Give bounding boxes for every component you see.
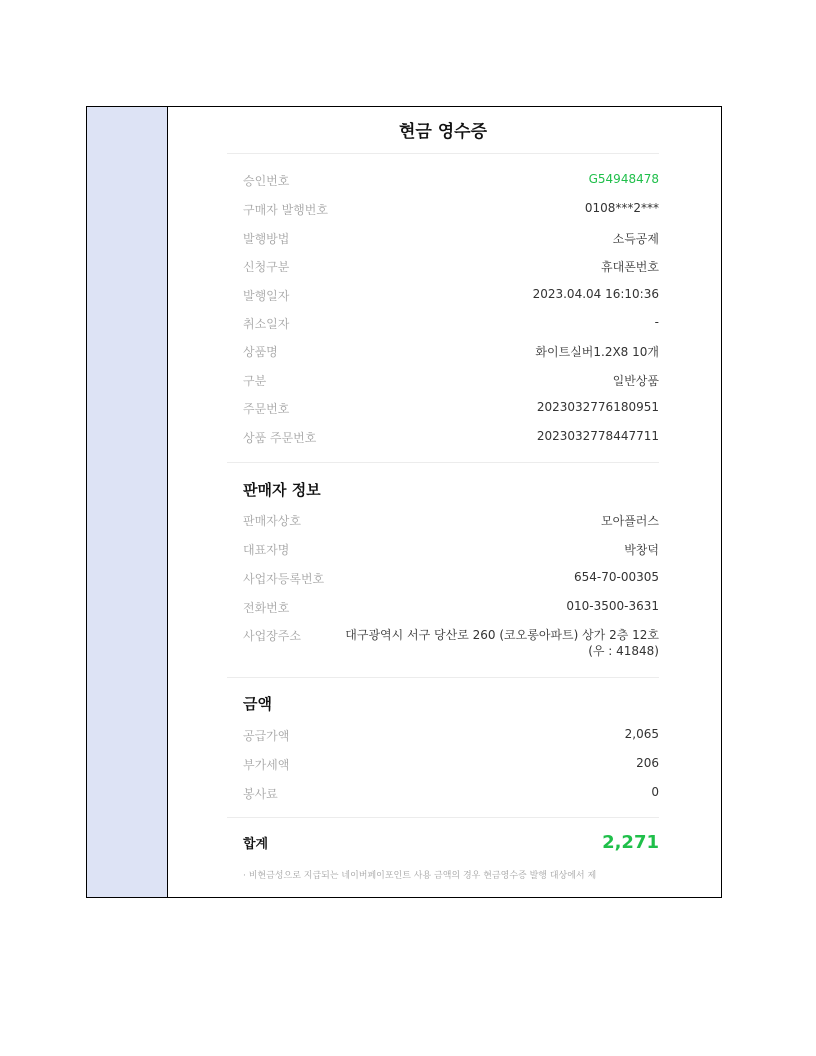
amount-row-supply [243, 727, 659, 745]
amount-label: 공급가액 [243, 729, 290, 743]
seller-row-phone [243, 599, 659, 617]
cash-receipt [227, 107, 659, 897]
detail-value: 화이트실버1.2X8 10개 [535, 345, 659, 359]
detail-row-approval-number [243, 172, 659, 190]
detail-row-cancel-date [243, 315, 659, 333]
detail-label: 상품 주문번호 [243, 431, 317, 445]
seller-label: 대표자명 [243, 543, 290, 557]
detail-row-request-type [243, 258, 659, 276]
total-value: 2,271 [602, 831, 659, 853]
amount-value: 0 [651, 785, 659, 799]
detail-row-order-number [243, 400, 659, 418]
detail-value: 소득공제 [612, 232, 659, 246]
detail-value: 0108***2*** [584, 201, 659, 215]
divider [227, 677, 659, 678]
seller-value: 대구광역시 서구 당산로 260 (코오롱아파트) 상가 2층 12호 (우 : 41848) [345, 628, 659, 658]
seller-value: 박창덕 [624, 543, 659, 557]
detail-row-issue-method [243, 230, 659, 248]
detail-row-product-name [243, 343, 659, 361]
seller-row-address [243, 627, 659, 663]
detail-label: 구매자 발행번호 [243, 203, 328, 217]
detail-value: 2023032776180951 [536, 400, 659, 414]
detail-label: 주문번호 [243, 402, 290, 416]
detail-label: 발행일자 [243, 289, 290, 303]
receipt-title: 현금 영수증 [398, 122, 488, 142]
detail-value: 2023.04.04 16:10:36 [532, 287, 659, 301]
seller-label: 사업장주소 [243, 629, 301, 643]
seller-value: 010-3500-3631 [566, 599, 659, 613]
seller-row-representative [243, 541, 659, 559]
total-label: 합계 [243, 836, 269, 852]
detail-label: 구분 [243, 374, 267, 388]
document-table [86, 106, 722, 898]
detail-row-category [243, 372, 659, 390]
seller-label: 판매자상호 [243, 514, 301, 528]
detail-value: 2023032778447711 [536, 429, 659, 443]
detail-row-buyer-number [243, 201, 659, 219]
seller-value: 모아플러스 [601, 514, 659, 528]
amount-row-vat [243, 756, 659, 774]
detail-row-issue-date [243, 287, 659, 305]
seller-section-title: 판매자 정보 [243, 481, 321, 499]
detail-value: 휴대폰번호 [601, 260, 659, 274]
seller-label: 전화번호 [243, 601, 290, 615]
amount-label: 부가세액 [243, 758, 290, 772]
detail-label: 상품명 [243, 345, 278, 359]
detail-row-product-order-number [243, 429, 659, 447]
seller-row-name [243, 512, 659, 530]
left-column-cell [87, 107, 168, 897]
amount-section-title: 금액 [243, 695, 272, 713]
footnote: · 비현금성으로 지급되는 네이버페이포인트 사용 금액의 경우 현금영수증 발행 대상에서 제 [243, 871, 597, 881]
detail-label: 승인번호 [243, 174, 290, 188]
detail-label: 신청구분 [243, 260, 290, 274]
detail-value: - [654, 315, 659, 329]
divider [227, 462, 659, 463]
amount-value: 2,065 [624, 727, 659, 741]
divider [227, 153, 659, 154]
detail-label: 발행방법 [243, 232, 290, 246]
detail-value: G54948478 [588, 172, 659, 186]
seller-label: 사업자등록번호 [243, 572, 325, 586]
seller-row-business-number [243, 570, 659, 588]
divider [227, 817, 659, 818]
amount-value: 206 [636, 756, 659, 770]
seller-value: 654-70-00305 [573, 570, 659, 584]
amount-row-service [243, 785, 659, 803]
detail-label: 취소일자 [243, 317, 290, 331]
detail-value: 일반상품 [612, 374, 659, 388]
amount-label: 봉사료 [243, 787, 278, 801]
total-row [243, 829, 659, 855]
